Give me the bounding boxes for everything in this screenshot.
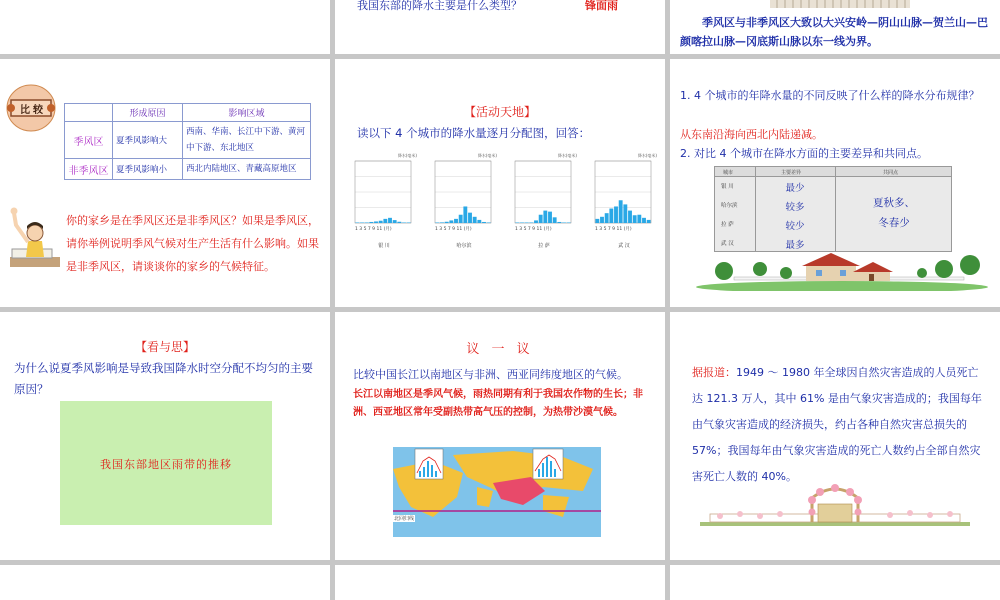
precip-bar-12 bbox=[407, 223, 411, 224]
rain-type-question: 我国东部的降水主要是什么类型？ bbox=[357, 0, 522, 12]
precip-bar-11 bbox=[482, 222, 486, 223]
precip-bar-12 bbox=[487, 222, 491, 223]
precip-bar-10 bbox=[557, 222, 561, 223]
precip-bar-8 bbox=[628, 211, 632, 223]
precip-bar-6 bbox=[539, 215, 543, 223]
precip-bar-12 bbox=[647, 220, 651, 223]
precip-chart-svg bbox=[589, 159, 659, 235]
table-header-cell: 影响区域 bbox=[183, 104, 311, 122]
rainbelt-answer: 我国东部地区雨带的推移 bbox=[100, 458, 232, 471]
precip-bar-8 bbox=[468, 213, 472, 223]
x-axis-ticks: 1 3 5 7 9 11 (月) bbox=[515, 227, 552, 232]
precip-bar-3 bbox=[365, 222, 369, 223]
chart-gridlines bbox=[515, 161, 571, 223]
precip-bar-4 bbox=[449, 220, 453, 223]
city-name: 哈尔滨 bbox=[456, 243, 472, 249]
axis-unit-label: 降水(毫米) bbox=[557, 153, 577, 158]
city-chart bbox=[509, 153, 579, 249]
compare-badge-label: 比较 bbox=[20, 105, 46, 116]
slide-thumbnail-2[interactable] bbox=[335, 0, 665, 54]
garden-illustration bbox=[700, 484, 970, 532]
table-row-diff: 最少 bbox=[785, 183, 805, 194]
rain-type-answer: 锋面雨 bbox=[585, 0, 618, 12]
tropic-label: 北回归线 bbox=[394, 516, 415, 522]
precip-bar-11 bbox=[642, 218, 646, 223]
row-header-cell: 季风区 bbox=[65, 122, 113, 159]
precip-bar-5 bbox=[614, 206, 618, 223]
hometown-question: 你的家乡是在季风区还是非季风区？如果是季风区，请你举例说明季风气候对生产生活有什么影响。如果是非季风区，请谈谈你的家乡的气候特征。 bbox=[66, 214, 319, 273]
table-row-diff: 较多 bbox=[785, 202, 805, 213]
question-2: 2. 对比 4 个城市在降水方面的主要差异和共同点。 bbox=[680, 147, 928, 160]
city-name: 拉 萨 bbox=[538, 243, 550, 249]
slide-thumbnail-4[interactable] bbox=[0, 59, 330, 307]
world-climate-map bbox=[393, 447, 601, 537]
table-row bbox=[65, 159, 311, 180]
precip-bar-2 bbox=[600, 217, 604, 223]
cause-cell: 夏季风影响大 bbox=[113, 122, 183, 159]
slide-thumbnail-7[interactable] bbox=[0, 312, 330, 560]
precip-bar-7 bbox=[543, 211, 547, 223]
precipitation-charts bbox=[349, 153, 659, 249]
table-row-diff: 最多 bbox=[785, 240, 805, 251]
precip-bar-1 bbox=[435, 223, 439, 224]
precip-bar-7 bbox=[383, 219, 387, 223]
answer-note-box bbox=[60, 401, 272, 525]
question-1: 1. 4 个城市的年降水量的不同反映了什么样的降水分布规律？ bbox=[680, 89, 980, 102]
student-raising-hand-icon bbox=[8, 205, 62, 271]
precip-bar-5 bbox=[454, 219, 458, 223]
common-point-2: 冬春少 bbox=[878, 217, 910, 229]
city-comparison-table bbox=[714, 166, 952, 252]
climate-answer: 长江以南地区是季风气候，雨热同期有利于我国农作物的生长；非洲、西亚地区常年受副热带高气压的控制，为热带沙漠气候。 bbox=[353, 389, 643, 418]
report-body: 1949 ～ 1980 年全球因自然灾害造成的人员死亡达 121.3 万人，其中 61% 是由气象灾害造成的；我国每年由气象灾害造成的经济损失，约占各种自然灾害总损失的 57%；我国每年由气象灾害造成的死亡人数约占全部自然灾害死亡人数的 40%。 bbox=[692, 366, 982, 483]
table-header-row bbox=[715, 167, 951, 177]
axis-unit-label: 降水(毫米) bbox=[397, 153, 417, 158]
chart-gridlines bbox=[435, 161, 491, 223]
slide-thumbnail-1[interactable] bbox=[0, 0, 330, 54]
slide-thumbnail-11[interactable] bbox=[335, 565, 665, 600]
comparison-table bbox=[64, 103, 311, 180]
compare-badge bbox=[5, 83, 57, 133]
table-header-row bbox=[65, 104, 311, 122]
x-axis-ticks: 1 3 5 7 9 11 (月) bbox=[355, 227, 392, 232]
house-landscape-illustration bbox=[694, 249, 990, 291]
precip-bar-1 bbox=[515, 223, 519, 224]
precip-bar-10 bbox=[477, 220, 481, 223]
slide-thumbnail-3[interactable] bbox=[670, 0, 1000, 54]
precip-bar-9 bbox=[633, 215, 637, 223]
precip-bar-7 bbox=[463, 206, 467, 223]
precip-bar-7 bbox=[623, 204, 627, 223]
cause-cell: 夏季风影响小 bbox=[113, 159, 183, 180]
precip-bar-3 bbox=[605, 213, 609, 223]
city-chart bbox=[429, 153, 499, 249]
table-row-city: 哈尔滨 bbox=[721, 203, 738, 209]
city-name: 武 汉 bbox=[618, 243, 630, 249]
precip-chart-svg bbox=[429, 159, 499, 235]
precip-chart-svg bbox=[349, 159, 419, 235]
table-header-cell: 主要差异 bbox=[781, 170, 802, 176]
precip-bar-11 bbox=[562, 223, 566, 224]
precip-bar-6 bbox=[619, 200, 623, 223]
axis-unit-label: 降水(毫米) bbox=[477, 153, 497, 158]
common-point-1: 夏秋多、 bbox=[873, 197, 915, 209]
slide-thumbnail-6[interactable] bbox=[670, 59, 1000, 307]
area-cell: 西北内陆地区、青藏高原地区 bbox=[183, 159, 311, 180]
table-header-cell: 共同点 bbox=[883, 170, 899, 176]
precip-bar-9 bbox=[553, 217, 557, 223]
precip-bar-11 bbox=[402, 223, 406, 224]
flower-arch-icon bbox=[700, 484, 970, 532]
table-row-city: 武 汉 bbox=[721, 241, 734, 247]
table-row-diff: 较少 bbox=[785, 221, 805, 232]
chart-gridlines bbox=[355, 161, 411, 223]
precip-bar-9 bbox=[473, 217, 477, 223]
table-row-city: 银 川 bbox=[721, 184, 734, 190]
precip-bar-9 bbox=[393, 220, 397, 223]
precip-bar-2 bbox=[360, 223, 364, 224]
precip-bar-5 bbox=[374, 221, 378, 223]
precip-bar-3 bbox=[525, 223, 529, 224]
table-header-cell: 城市 bbox=[723, 170, 734, 176]
slide-thumbnail-9[interactable] bbox=[670, 312, 1000, 560]
precip-bar-4 bbox=[369, 222, 373, 223]
precip-bar-6 bbox=[459, 215, 463, 223]
precip-bar-10 bbox=[397, 222, 401, 223]
climate-question: 比较中国长江以南地区与非洲、西亚同纬度地区的气候。 bbox=[353, 368, 628, 381]
precip-bar-8 bbox=[548, 212, 552, 223]
area-cell: 西南、华南、长江中下游、黄河中下游、东北地区 bbox=[183, 122, 311, 159]
activity-title: 【活动天地】 bbox=[463, 105, 536, 119]
map-icon bbox=[393, 447, 601, 537]
precip-bar-5 bbox=[534, 220, 538, 223]
precip-bar-3 bbox=[445, 222, 449, 223]
activity-instruction: 读以下 4 个城市的降水量逐月分配图，回答： bbox=[357, 126, 591, 140]
slide-thumbnail-8[interactable] bbox=[335, 312, 665, 560]
precip-bar-2 bbox=[520, 223, 524, 224]
look-think-title: 【看与思】 bbox=[134, 340, 195, 354]
precip-bar-10 bbox=[637, 215, 641, 223]
city-chart bbox=[589, 153, 659, 249]
table-row-city: 拉 萨 bbox=[721, 222, 734, 228]
precip-bar-1 bbox=[595, 219, 599, 223]
table-header-cell: 形成原因 bbox=[113, 104, 183, 122]
precip-bar-4 bbox=[529, 222, 533, 223]
answer-1: 从东南沿海向西北内陆递减。 bbox=[680, 128, 823, 141]
precip-bar-12 bbox=[567, 223, 571, 224]
precip-bar-1 bbox=[355, 223, 359, 224]
precip-bar-6 bbox=[379, 221, 383, 223]
precip-bar-4 bbox=[609, 209, 613, 223]
monsoon-question: 为什么说夏季风影响是导致我国降水时空分配不均匀的主要原因？ bbox=[14, 361, 313, 396]
precip-chart-svg bbox=[509, 159, 579, 235]
report-label: 据报道： bbox=[692, 366, 736, 379]
precip-bar-2 bbox=[440, 222, 444, 223]
slide-thumbnail-12[interactable] bbox=[670, 565, 1000, 600]
precip-bar-8 bbox=[388, 218, 392, 223]
slide-thumbnail-5[interactable] bbox=[335, 59, 665, 307]
table-row bbox=[65, 122, 311, 159]
student-illustration bbox=[8, 205, 62, 271]
report-text bbox=[692, 360, 982, 490]
city-name: 银 川 bbox=[378, 243, 390, 249]
slide-thumbnail-10[interactable] bbox=[0, 565, 330, 600]
boundary-description: 季风区与非季风区大致以大兴安岭—阴山山脉—贺兰山—巴颜喀拉山脉—冈底斯山脉以东一线为界。 bbox=[680, 16, 988, 48]
table-header-cell bbox=[65, 104, 113, 122]
discussion-title: 议 一 议 bbox=[466, 342, 534, 357]
decorative-photo-strip bbox=[770, 0, 910, 8]
x-axis-ticks: 1 3 5 7 9 11 (月) bbox=[435, 227, 472, 232]
row-header-cell: 非季风区 bbox=[65, 159, 113, 180]
x-axis-ticks: 1 3 5 7 9 11 (月) bbox=[595, 227, 632, 232]
chart-gridlines bbox=[595, 161, 651, 223]
axis-unit-label: 降水(毫米) bbox=[637, 153, 657, 158]
city-chart bbox=[349, 153, 419, 249]
house-icon bbox=[694, 249, 990, 291]
